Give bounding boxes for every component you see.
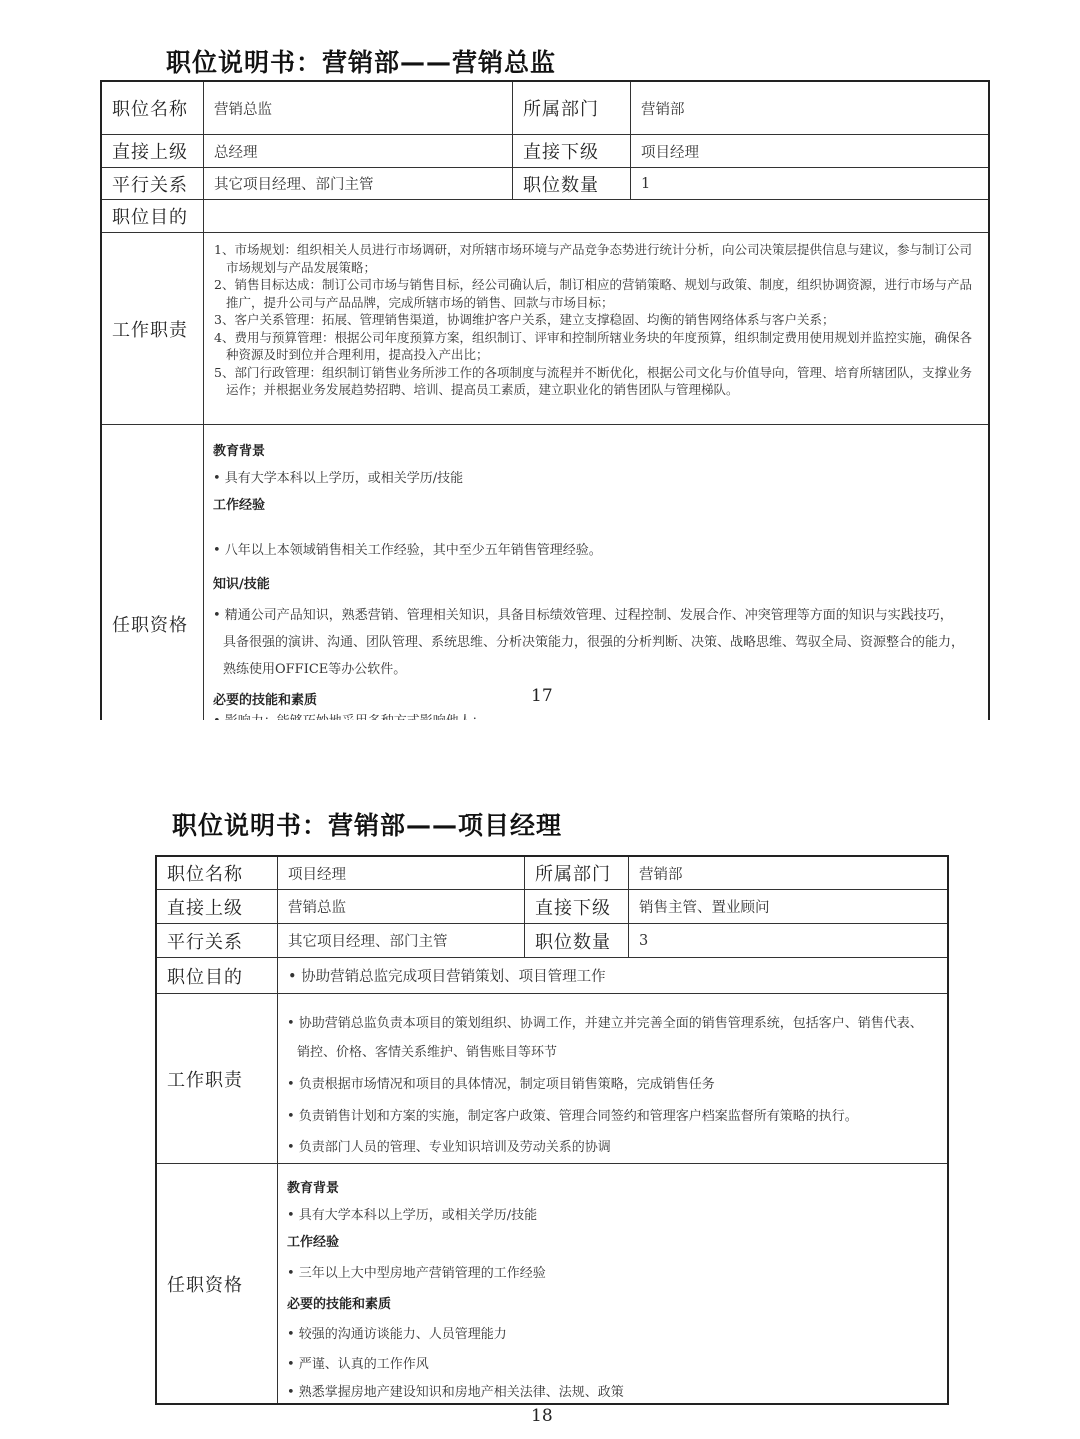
p2-label-peer: 平行关系 [167, 931, 243, 953]
p1-skill-3: 熟练使用OFFICE等办公软件。 [223, 662, 407, 677]
p1-value-superior: 总经理 [203, 135, 512, 167]
p2-label-subordinate: 直接下级 [524, 890, 628, 923]
page2-title: 职位说明书：营销部——项目经理 [172, 811, 563, 840]
p2-row-duties [157, 993, 947, 1163]
p1-row-superior [102, 134, 988, 167]
p1-label-superior: 直接上级 [112, 142, 188, 163]
p1-duties-list [214, 241, 978, 399]
p1-label-subordinate: 直接下级 [512, 135, 630, 167]
p1-qual-list [213, 425, 978, 745]
p1-duty-3: 3、客户关系管理：拓展、管理销售渠道，协调维护客户关系，建立支撑稳固、均衡的销售网络体系与客户关系； [214, 312, 835, 327]
p1-value-purpose [203, 200, 988, 232]
p2-edu: • 具有大学本科以上学历，或相关学历/技能 [287, 1208, 538, 1223]
p1-edu-head: 教育背景 [213, 444, 266, 459]
p1-value-subordinate: 项目经理 [630, 135, 988, 167]
p2-row-name [157, 857, 947, 889]
p2-value-dept: 营销部 [628, 857, 947, 889]
p1-label-purpose: 职位目的 [112, 207, 188, 228]
page1-table [100, 80, 990, 740]
p2-label-count: 职位数量 [524, 924, 628, 957]
p1-label-qual: 任职资格 [112, 615, 188, 636]
p2-label-name: 职位名称 [167, 864, 243, 885]
p2-row-purpose [157, 957, 947, 993]
p2-row-qual [157, 1163, 947, 1403]
p2-duty-2: • 负责根据市场情况和项目的具体情况，制定项目销售策略，完成销售任务 [287, 1077, 715, 1092]
p1-value-name: 营销总监 [203, 82, 512, 134]
p1-skill-1: • 精通公司产品知识，熟悉营销、管理相关知识，具备目标绩效管理、过程控制、发展合作、冲突管理等方面的知识与实践技巧， [213, 608, 953, 623]
p1-duty-5: 5、部门行政管理：组织制订销售业务所涉工作的各项制度与流程并不断优化，根据公司文化与价值导向，管理、培育所辖团队，支撑业务运作；并根据业务发展趋势招聘、培训、提高员工素质，建立职业化的销售团队与管理梯队。 [214, 364, 972, 397]
p1-exp-head: 工作经验 [213, 498, 266, 513]
p1-row-duties [102, 232, 988, 424]
p2-duty-1a: • 协助营销总监负责本项目的策划组织、协调工作，并建立并完善全面的销售管理系统，包括客户、销售代表、 [287, 1016, 923, 1031]
p1-exp: • 八年以上本领域销售相关工作经验，其中至少五年销售管理经验。 [213, 543, 602, 558]
p2-label-duties: 工作职责 [167, 1069, 243, 1091]
p2-exp-head: 工作经验 [287, 1235, 340, 1250]
p2-label-purpose: 职位目的 [167, 966, 243, 988]
p2-value-purpose: • 协助营销总监完成项目营销策划、项目管理工作 [277, 958, 947, 993]
p1-duty-2: 2、销售目标达成：制订公司市场与销售目标，经公司确认后，制订相应的营销策略、规划与政策、制度，组织协调资源，进行市场与产品推广，提升公司与产品品牌，完成所辖市场的销售、回款与市场目标； [214, 277, 972, 310]
p2-row-peer [157, 923, 947, 957]
p2-req-3: • 熟悉掌握房地产建设知识和房地产相关法律、法规、政策 [287, 1385, 624, 1400]
p1-label-peer: 平行关系 [112, 174, 188, 196]
p1-value-count: 1 [630, 168, 988, 199]
p1-skill-2: 具备很强的演讲、沟通、团队管理、系统思维、分析决策能力，很强的分析判断、决策、战略思维、驾驭全局、资源整合的能力， [223, 635, 965, 650]
p2-value-subordinate: 销售主管、置业顾问 [628, 890, 947, 923]
p1-edu: • 具有大学本科以上学历，或相关学历/技能 [213, 471, 464, 486]
p1-row-name [102, 82, 988, 134]
p2-edu-head: 教育背景 [287, 1181, 340, 1196]
p2-value-count: 3 [628, 924, 947, 957]
p1-duty-4: 4、费用与预算管理：根据公司年度预算方案，组织制订、评审和控制所辖业务块的年度预算，组织制定费用使用规划并监控实施，确保各种资源及时到位并合理利用，提高投入产出比； [214, 329, 972, 362]
p2-duty-4: • 负责部门人员的管理、专业知识培训及劳动关系的协调 [287, 1140, 611, 1155]
p1-duty-1: 1、市场规划：组织相关人员进行市场调研，对所辖市场环境与产品竞争态势进行统计分析，向公司决策层提供信息与建议，参与制订公司市场规划与产品发展策略； [214, 242, 972, 275]
p2-label-qual: 任职资格 [167, 1274, 243, 1296]
p2-row-superior [157, 889, 947, 923]
p2-value-name: 项目经理 [277, 857, 524, 889]
p1-label-count: 职位数量 [512, 168, 630, 199]
p2-req-1: • 较强的沟通访谈能力、人员管理能力 [287, 1327, 507, 1342]
p2-label-superior: 直接上级 [167, 897, 243, 919]
p1-label-dept: 所属部门 [512, 82, 630, 134]
p1-label-duties: 工作职责 [112, 319, 188, 341]
p1-skill-head: 知识/技能 [213, 577, 270, 592]
p2-duty-3: • 负责销售计划和方案的实施，制定客户政策、管理合同签约和管理客户档案监督所有策略的执行。 [287, 1109, 858, 1124]
page1-cutoff [98, 720, 990, 750]
p2-exp: • 三年以上大中型房地产营销管理的工作经验 [287, 1266, 546, 1281]
p2-duty-1b: 销控、价格、客情关系维护、销售账目等环节 [297, 1045, 558, 1060]
page1-number: 17 [531, 686, 553, 706]
p2-label-dept: 所属部门 [524, 857, 628, 889]
p1-value-dept: 营销部 [630, 82, 988, 134]
p2-req-head: 必要的技能和素质 [287, 1297, 392, 1312]
p1-row-peer [102, 167, 988, 199]
p2-req-2: • 严谨、认真的工作作风 [287, 1357, 429, 1372]
page2-number: 18 [531, 1406, 553, 1426]
p2-qual-list [287, 1164, 937, 1404]
p2-value-superior: 营销总监 [277, 890, 524, 923]
p1-row-purpose [102, 199, 988, 232]
page1-title: 职位说明书：营销部——营销总监 [166, 48, 557, 77]
p1-label-name: 职位名称 [112, 99, 188, 120]
page2-table [155, 855, 949, 1405]
p2-value-peer: 其它项目经理、部门主管 [277, 924, 524, 957]
p1-value-peer: 其它项目经理、部门主管 [203, 168, 512, 199]
p2-duties-list [287, 994, 937, 1164]
p1-req-head: 必要的技能和素质 [213, 693, 318, 708]
